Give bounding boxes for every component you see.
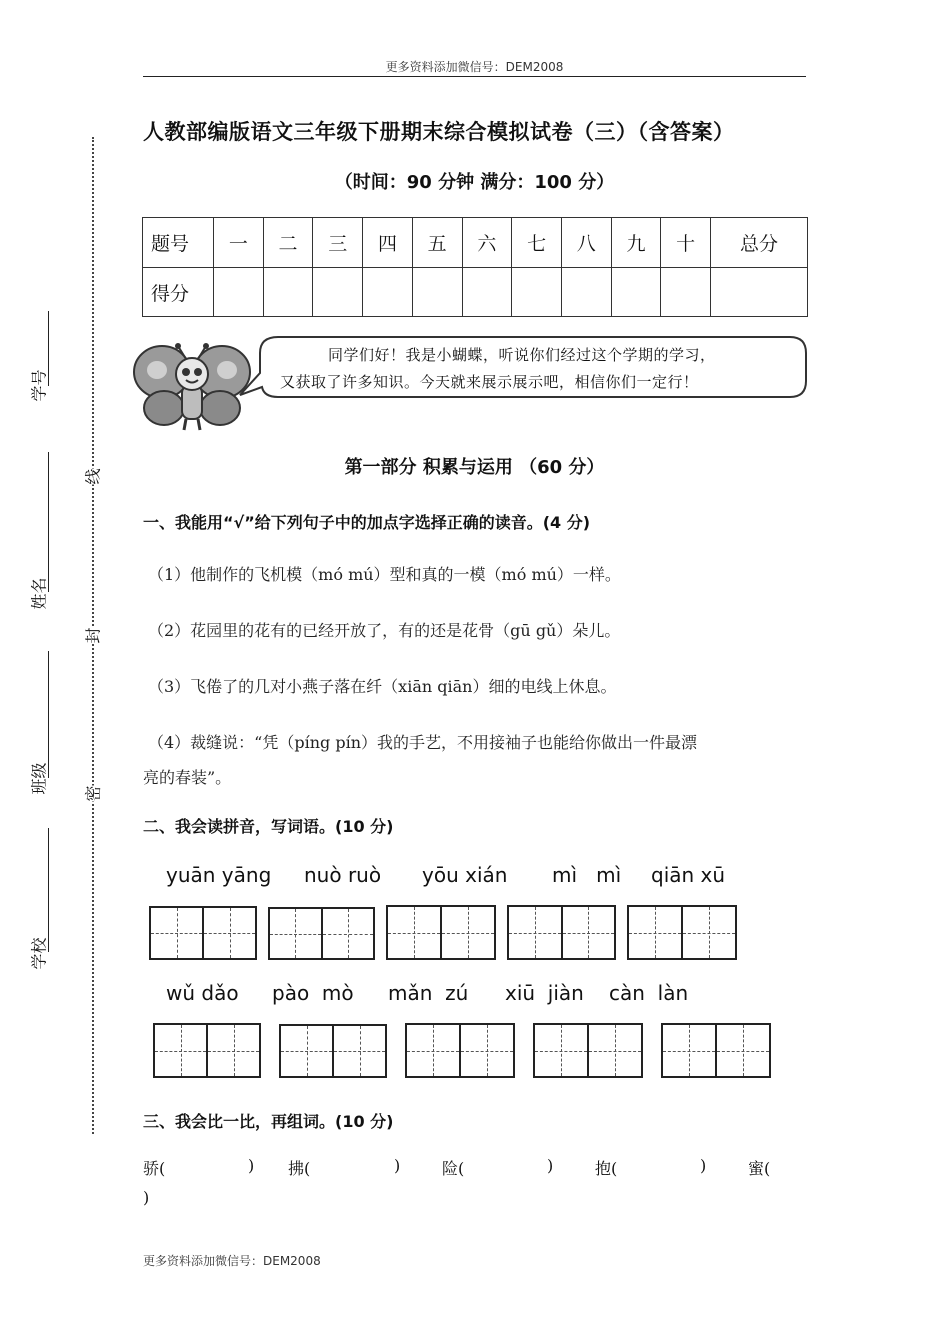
score-cell[interactable]	[512, 268, 562, 317]
table-header: 总分	[711, 218, 808, 268]
compare-char-2: 拂(	[288, 1159, 311, 1178]
header-divider	[143, 76, 806, 77]
score-row-label: 得分	[143, 268, 214, 317]
q1-item-3: （3）飞倦了的几对小燕子落在纤（xiān qiān）细的电线上休息。	[148, 677, 617, 696]
sidebar-label-name: 姓名	[29, 577, 49, 610]
compare-close-paren: )	[248, 1156, 255, 1175]
compare-char-1: 骄(	[143, 1159, 166, 1178]
pinyin-label: wǔ dǎo	[166, 981, 239, 1005]
score-cell[interactable]	[611, 268, 661, 317]
pinyin-label: xiū jiàn	[505, 981, 584, 1005]
table-header: 二	[263, 218, 313, 268]
pinyin-label: qiān xū	[651, 863, 726, 887]
table-header: 十	[661, 218, 711, 268]
writing-grid[interactable]	[661, 1023, 771, 1078]
exam-title: 人教部编版语文三年级下册期末综合模拟试卷（三）（含答案）	[143, 120, 735, 144]
compare-char-3: 险(	[442, 1159, 465, 1178]
pinyin-label: pào mò	[272, 981, 354, 1005]
pinyin-label: yuān yāng	[166, 863, 272, 887]
score-cell[interactable]	[661, 268, 711, 317]
fill-line	[48, 311, 49, 386]
secret-line-char: 密	[81, 785, 104, 801]
q1-item-2: （2）花园里的花有的已经开放了，有的还是花骨（gū gǔ）朵儿。	[148, 621, 621, 640]
writing-grid[interactable]	[405, 1023, 515, 1078]
compare-char-5: 蜜(	[748, 1159, 771, 1178]
writing-grid[interactable]	[507, 905, 616, 960]
table-header: 九	[611, 218, 661, 268]
writing-grid[interactable]	[627, 905, 737, 960]
table-header: 七	[512, 218, 562, 268]
score-cell[interactable]	[363, 268, 413, 317]
page-footer: 更多资料添加微信号：DEM2008	[143, 1254, 321, 1268]
butterfly-mascot-icon	[132, 340, 252, 435]
score-table	[142, 217, 808, 317]
score-cell[interactable]	[412, 268, 462, 317]
pinyin-label: càn làn	[609, 981, 689, 1005]
pinyin-label: yōu xián	[422, 863, 508, 887]
table-header: 三	[313, 218, 363, 268]
fill-line	[48, 651, 49, 778]
pinyin-label: mǎn zú	[388, 981, 469, 1005]
fill-line	[48, 828, 49, 952]
cut-line-char: 线	[81, 468, 104, 484]
fill-line	[48, 452, 49, 592]
part1-title: 第一部分 积累与运用 （60 分）	[344, 457, 605, 478]
writing-grid[interactable]	[149, 906, 257, 960]
pinyin-label: nuò ruò	[304, 863, 382, 887]
table-header: 四	[363, 218, 413, 268]
exam-subtitle: （时间：90 分钟 满分：100 分）	[334, 172, 615, 193]
compare-close-paren: )	[143, 1188, 150, 1207]
sidebar-label-class: 班级	[29, 762, 49, 795]
table-header: 五	[412, 218, 462, 268]
seal-line-char: 封	[81, 627, 104, 643]
table-header: 一	[214, 218, 264, 268]
q1-item-4: （4）裁缝说：“凭（píng pín）我的手艺，不用接袖子也能给你做出一件最漂	[148, 733, 698, 752]
score-cell[interactable]	[462, 268, 512, 317]
writing-grid[interactable]	[386, 905, 496, 960]
intro-line-2: 又获取了许多知识。今天就来展示展示吧，相信你们一定行！	[280, 373, 699, 391]
q3-title: 三、我会比一比，再组词。(10 分)	[143, 1112, 394, 1131]
q1-title: 一、我能用“√”给下列句子中的加点字选择正确的读音。(4 分)	[143, 513, 591, 532]
compare-char-4: 抱(	[595, 1159, 618, 1178]
score-cell[interactable]	[313, 268, 363, 317]
writing-grid[interactable]	[533, 1023, 643, 1078]
writing-grid[interactable]	[153, 1023, 261, 1078]
score-cell[interactable]	[711, 268, 808, 317]
compare-close-paren: )	[547, 1156, 554, 1175]
intro-line-1: 同学们好！我是小蝴蝶，听说你们经过这个学期的学习，	[328, 346, 716, 364]
score-cell[interactable]	[263, 268, 313, 317]
writing-grid[interactable]	[279, 1024, 387, 1078]
score-cell[interactable]	[561, 268, 611, 317]
sidebar-label-school: 学校	[29, 937, 49, 970]
q1-item-4-cont: 亮的春装”。	[143, 768, 232, 787]
intro-message	[280, 342, 800, 396]
table-header: 八	[561, 218, 611, 268]
score-cell[interactable]	[214, 268, 264, 317]
table-header: 六	[462, 218, 512, 268]
sidebar-label-student-id: 学号	[29, 369, 49, 402]
compare-close-paren: )	[700, 1156, 707, 1175]
q1-item-1: （1）他制作的飞机模（mó mú）型和真的一模（mó mú）一样。	[148, 565, 621, 584]
writing-grid[interactable]	[268, 907, 375, 960]
q2-title: 二、我会读拼音，写词语。(10 分)	[143, 817, 394, 836]
page-header: 更多资料添加微信号：DEM2008	[385, 60, 564, 74]
table-header: 题号	[143, 218, 214, 268]
pinyin-label: mì mì	[552, 863, 622, 887]
compare-close-paren: )	[394, 1156, 401, 1175]
